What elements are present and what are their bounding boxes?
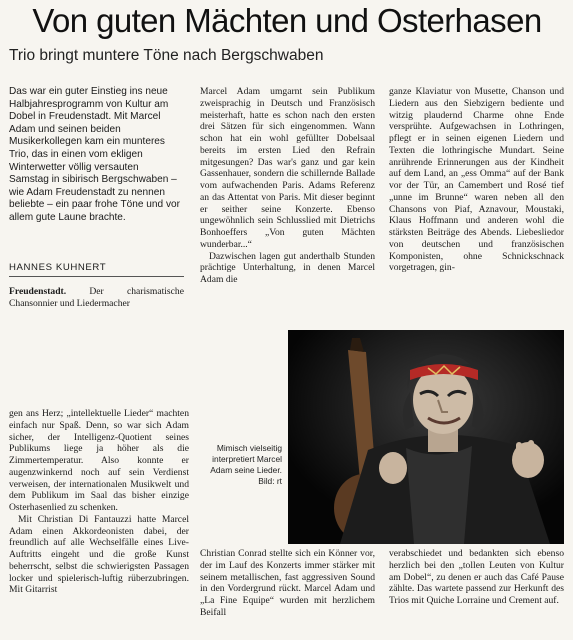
- article-headline: Von guten Mächten und Osterhasen: [32, 2, 542, 39]
- column-2-paragraph-2: Dazwischen lagen gut anderthalb Stunden prächtige Unterhaltung, in denen Marcel Adam die: [200, 250, 375, 285]
- column-3-bottom: verabschiedet und bedankten sich ebenso herzlich bei den „tollen Leuten von Kultur am Dobel“, zu denen er auch das Café Pause zählte. Das wartete passend zur Herkunft des Trios mit Quiche Lorraine und Crement auf.: [389, 548, 564, 606]
- article-lead: Das war ein guter Einstieg ins neue Halbjahresprogramm von Kultur am Dobel in Freudenstadt. Mit Marcel Adam und seinen beiden Musikerkollegen kam ein munteres Trio, das in einen vom ekligen Winterwetter völlig versauten Samstag in sibirisch Bergschwaben – wie Adam Freudenstadt zu nennen beliebte – ein paar frohe Töne und vor allem gute Laune brachte.: [9, 86, 180, 223]
- performer-illustration: [288, 330, 564, 544]
- column-1-bottom-paragraph-2: Mit Christian Di Fantauzzi hatte Marcel Adam einen Akkordeonisten dabei, der freundlich auf alle Wechselfälle eines Live-Auftritts eingeht und die große Kunst beherrscht, selbst die schwierigsten Passagen locker und spielerisch-luftig rüberzubringen. Mit Gitarrist: [9, 513, 189, 596]
- column-1-bottom: [9, 408, 189, 596]
- photo-caption-text: Mimisch vielseitig interpretiert Marcel Adam seine Lieder.: [210, 443, 282, 475]
- column-1-bottom-paragraph-1: gen ans Herz; „intellektuelle Lieder“ machten einfach nur Spaß. Denn, so war sich Adam sicher, der Intelligenz-Quotient seines Publikums liege ja höher als die Zimmertemperatur. Also konnte er augenzwinkernd noch auf sein Verdienst verweisen, der internationalen Musikwelt und dem Publikum im Saal das bisher einzige Osterhasenlied zu schenken.: [9, 408, 189, 513]
- column-2: [200, 86, 375, 286]
- performer-photo: [288, 330, 564, 544]
- column-1-top-text: Der charismatische Chansonnier und Liedermacher: [9, 286, 184, 309]
- column-2-bottom: Christian Conrad stellte sich ein Könner vor, der im Lauf des Konzerts immer stärker mit seinem metallischen, fast aggressiven Sound in den Vordergrund rückt. Marcel Adam und „La Fine Equipe“ wurden mit herzlichem Beifall: [200, 548, 375, 618]
- photo-credit: Bild: rt: [258, 476, 282, 486]
- photo-caption: [196, 443, 282, 487]
- column-3-top: ganze Klaviatur von Musette, Chanson und Liedern aus den Siebzigern bediente und witzig plaudernd Charme ohne Ende versprühte. Aufgewachsen in Lothringen, pflegt er in seinen eigenen Liedern und Texten die lothringische Mundart. Seine anrührende Erinnerungen aus der Kindheit auf dem Land, an „ess Omma“ auf der Bank vor der Tür, an Camembert und Rosé tief „unne im Brunne“ waren neben all den Chansons von Piaf, Aznavour, Moustaki, Klaus Hoffmann und anderen wohl die stärksten Beiträge des Abends. Liebesliedor von deutschen und französischen Komponisten, ohne Schnickschnack vorgetragen, gin-: [389, 86, 564, 274]
- column-2-paragraph-1: Marcel Adam umgarnt sein Publikum zweisprachig in Deutsch und Französisch meisterhaft, hatte es schon nach den ersten drei Sätzen für sich eingenommen. Wann schon hat ein wohl gefüllter Dobelsaal bereits im ersten Lied den Refrain mitgesungen? Das war's ganz und gar kein Gassenhauer, sondern die schillernde Ballade vom aufwachenden Paris. Adams Referenz an das Attentat von Paris. Mit dieser beginnt er seither seine Konzerte. Ebenso ungewöhnlich sein Schlusslied mit Dietrichs Bonhoeffers „Von guten Mächten wunderbar...“: [200, 86, 375, 250]
- column-1-top: [9, 286, 184, 310]
- article-author: HANNES KUHNERT: [9, 262, 184, 277]
- article-subheadline: Trio bringt muntere Töne nach Bergschwaben: [9, 47, 324, 64]
- article-dateline: Freudenstadt.: [9, 286, 67, 297]
